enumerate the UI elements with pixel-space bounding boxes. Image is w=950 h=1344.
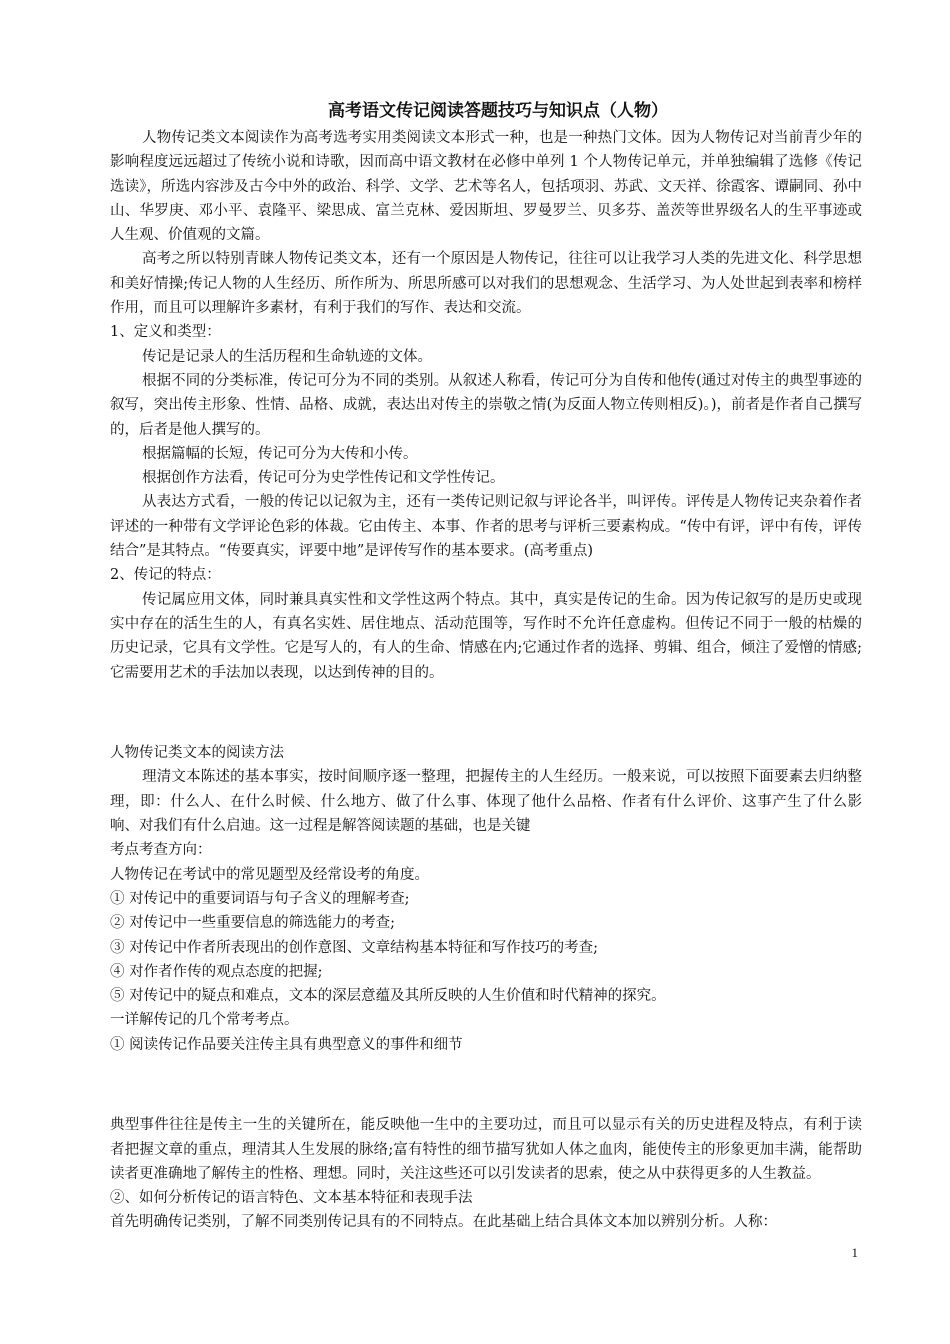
paragraph: 典型事件往往是传主一生的关键所在，能反映他一生中的主要功过，而且可以显示有关的历史进程及特点，有利于读者把握文章的重点，理清其人生发展的脉络;富有特性的细节描写犹如人体之血肉，能使传主的形象更加丰满，能帮助读者更准确地了解传主的性格、理想。同时，关注这些还可以引发读者的思索，使之从中获得更多的人生教益。 bbox=[110, 1117, 862, 1182]
paragraph: ② 对传记中一些重要信息的筛选能力的考查; bbox=[110, 915, 395, 932]
document-title: 高考语文传记阅读答题技巧与知识点（人物） bbox=[328, 101, 668, 121]
paragraph: ②、如何分析传记的语言特色、文本基本特征和表现手法 bbox=[110, 1190, 473, 1207]
paragraph: 理清文本陈述的基本事实，按时间顺序逐一整理，把握传主的人生经历。一般来说，可以按照下面要素去归纳整理，即：什么人、在什么时候、什么地方、做了什么事、体现了他什么品格、作者有什么评价、这事产生了什么影响、对我们有什么启迪。这一过程是解答阅读题的基础，也是关键 bbox=[110, 769, 862, 835]
paragraph: ③ 对传记中作者所表现出的创作意图、文章结构基本特征和写作技巧的考查; bbox=[110, 939, 598, 956]
blank-line bbox=[110, 1073, 862, 1097]
paragraph: 根据不同的分类标准，传记可分为不同的类别。从叙述人称看，传记可分为自传和他传(通过对传主的典型事迹的叙写，突出传主形象、性情、品格、成就，表达出对传主的崇敬之情(为反面人物立传则相反)。)，前者是作者自己撰写的，后者是他人撰写的。 bbox=[110, 372, 862, 438]
paragraph: 根据篇幅的长短，传记可分为大传和小传。 bbox=[142, 445, 418, 462]
paragraph: 2、传记的特点： bbox=[110, 567, 221, 584]
paragraph: 传记属应用文体，同时兼具真实性和文学性这两个特点。其中，真实是传记的生命。因为传记叙写的是历史或现实中存在的活生生的人，有真名实姓、居住地点、活动范围等，写作时不允许任意虚构。但传记不同于一般的枯燥的历史记录，它具有文学性。它是写人的，有人的生命、情感在内;它通过作者的选择、剪辑、组合，倾注了爱憎的情感;它需要用艺术的手法加以表现，以达到传神的目的。 bbox=[110, 591, 862, 681]
paragraph: 高考之所以特别青睐人物传记类文本，还有一个原因是人物传记，往往可以让我学习人类的先进文化、科学思想和美好情操;传记人物的人生经历、所作所为、所思所感可以对我们的思想观念、生活学习、为人处世起到表率和榜样作用，而且可以理解许多素材，有利于我们的写作、表达和交流。 bbox=[110, 251, 862, 317]
paragraph: 1、定义和类型： bbox=[110, 324, 221, 341]
paragraph: 人物传记在考试中的常见题型及经常设考的角度。 bbox=[110, 866, 429, 883]
document-body bbox=[110, 126, 862, 1235]
paragraph: ⑤ 对传记中的疑点和难点，文本的深层意蕴及其所反映的人生价值和时代精神的探究。 bbox=[110, 988, 666, 1005]
paragraph: 首先明确传记类别，了解不同类别传记具有的不同特点。在此基础上结合具体文本加以辨别分析。人称： bbox=[110, 1214, 777, 1231]
paragraph: ④ 对作者作传的观点态度的把握; bbox=[110, 963, 323, 980]
blank-line bbox=[110, 701, 862, 725]
paragraph: 根据创作方法看，传记可分为史学性传记和文学性传记。 bbox=[142, 470, 505, 487]
paragraph: ① 阅读传记作品要关注传主具有典型意义的事件和细节 bbox=[110, 1036, 463, 1053]
paragraph: 考点考查方向： bbox=[110, 842, 212, 859]
paragraph: 一详解传记的几个常考考点。 bbox=[110, 1012, 299, 1029]
paragraph: 人物传记类文本的阅读方法 bbox=[110, 745, 284, 762]
page-number: 1 bbox=[851, 1245, 858, 1260]
paragraph: 传记是记录人的生活历程和生命轨迹的文体。 bbox=[142, 348, 432, 365]
document-page bbox=[110, 96, 862, 1235]
paragraph: ① 对传记中的重要词语与句子含义的理解考查; bbox=[110, 890, 410, 907]
paragraph: 人物传记类文本阅读作为高考选考实用类阅读文本形式一种，也是一种热门文体。因为人物传记对当前青少年的影响程度远远超过了传统小说和诗歌，因而高中语文教材在必修中单列 1 个人物传记单元，并单独编辑了选修《传记选读》，所选内容涉及古今中外的政治、科学、文学、艺术等名人，包括项羽、苏武、文天祥、徐霞客、谭嗣同、孙中山、华罗庚、邓小平、袁隆平、梁思成、富兰克林、爱因斯坦、罗曼罗兰、贝多芬、盖茨等世界级名人的生平事迹或人生观、价值观的文篇。 bbox=[110, 130, 862, 244]
paragraph: 从表达方式看，一般的传记以记叙为主，还有一类传记则记叙与评论各半，叫评传。评传是人物传记夹杂着作者评述的一种带有文学评论色彩的体裁。它由传主、本事、作者的思考与评析三要素构成。“传中有评，评中有传，评传结合”是其特点。“传要真实，评要中地”是评传写作的基本要求。(高考重点) bbox=[110, 494, 862, 560]
